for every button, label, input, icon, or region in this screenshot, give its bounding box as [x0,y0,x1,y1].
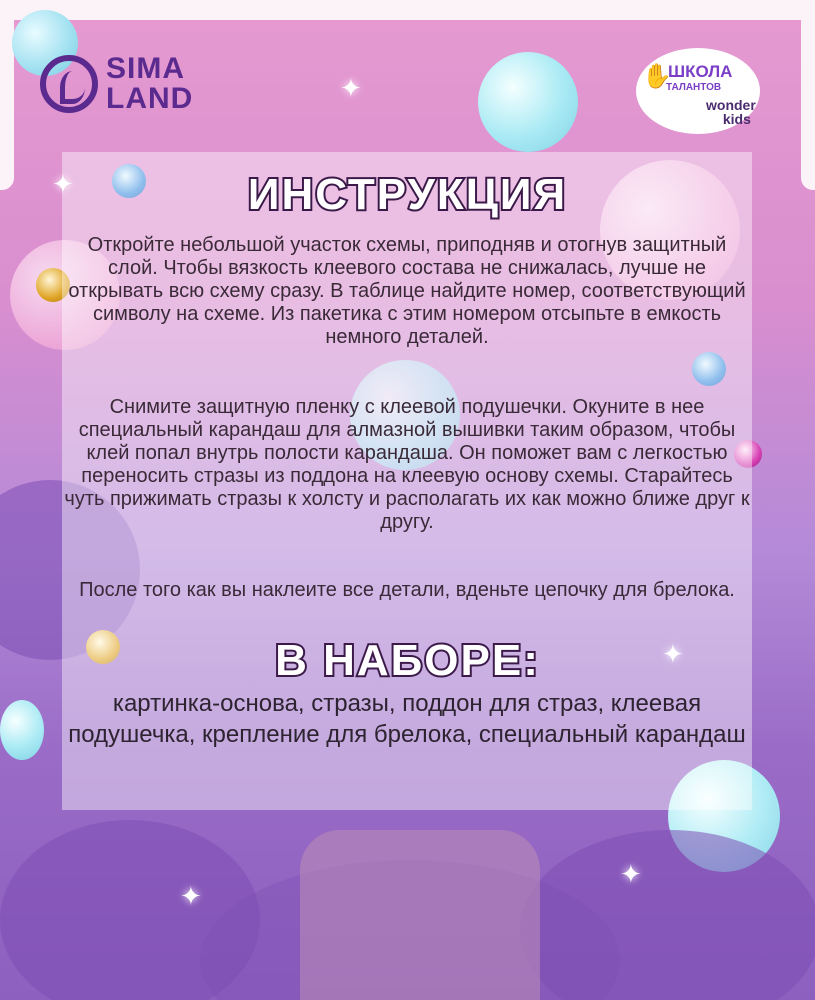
sparkle-icon: ✦ [662,640,684,670]
package-edge-right [801,20,815,190]
decor-bubble [478,52,578,152]
instruction-paragraph: Откройте небольшой участок схемы, приподняв и отогнув защитный слой. Чтобы вязкость клеевого состава не снижалась, лучше не открывать всю схему сразу. В таблице найдите номер, соответствующий символу на схеме. Из пакетика с этим номером отсыпьте в емкость немного деталей. [68,234,746,348]
decor-shape [300,830,540,1000]
hand-icon: ✋ [642,62,672,90]
decor-bubble [0,700,44,760]
logo-line [706,98,756,126]
sima-land-logo [40,54,193,114]
sparkle-icon: ✦ [52,170,74,200]
logo-word: wonder [706,97,756,113]
instruction-paragraph: После того как вы наклеите все детали, вденьте цепочку для брелока. [79,579,735,601]
kit-contents: картинка-основа, стразы, поддон для страз, клеевая подушечка, крепление для брелока, специальный карандаш [68,690,746,748]
logo-line: LAND [106,82,194,115]
sparkle-icon: ✦ [620,860,642,890]
logo-line: ТАЛАНТОВ [666,82,722,93]
sima-land-logo-text [106,54,193,114]
sima-land-logo-icon [40,55,98,113]
logo-line: ШКОЛА [668,62,733,81]
sparkle-icon: ✦ [340,74,362,104]
logo-word: kids [722,111,751,127]
school-of-talents-logo [636,48,760,134]
sparkle-icon: ✦ [180,882,202,912]
hang-tab [0,0,815,20]
instruction-title: ИНСТРУКЦИЯ [247,170,568,219]
kit-title: В НАБОРЕ: [275,636,540,685]
logo-line: SIMA [106,52,185,85]
instruction-paragraph: Снимите защитную пленку с клеевой подушечки. Окуните в нее специальный карандаш для алмазной вышивки таким образом, чтобы клей попал внутрь полости карандаша. Он поможет вам с легкостью переносить стразы из поддона на клеевую основу схемы. Старайтесь чуть прижимать стразы к холсту и располагать их как можно ближе друг к другу. [64,396,750,533]
